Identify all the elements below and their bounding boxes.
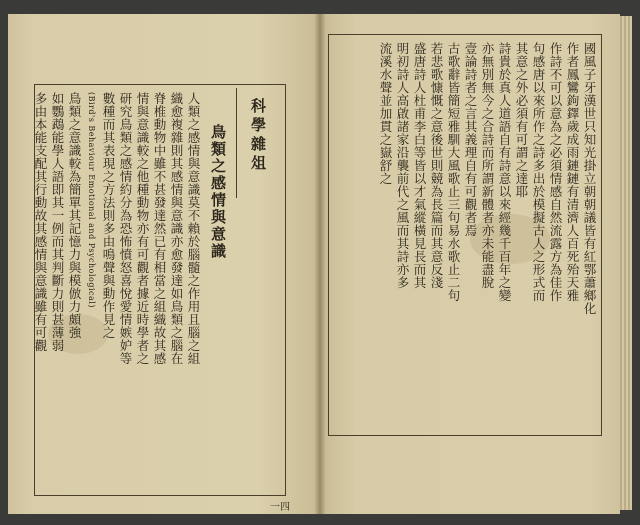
text-column: 鳥類之意識較為簡單其記憶力與模倣力頗強: [67, 92, 82, 339]
section-title: 科學雜俎: [249, 98, 267, 174]
page-number: 一四: [270, 502, 290, 513]
text-column: 研究鳥類之感情約分為恐怖憤怒喜悅愛情嫉妒等: [118, 92, 133, 365]
text-column: 詩貴於真人道語自有詩意以來經幾千百年之變: [497, 42, 512, 302]
right-body-text: [336, 42, 598, 428]
text-column: 若悲歌慷慨之意後世則競為長篇而其意反淺: [429, 42, 444, 289]
text-column: 其意之外必須有可謂之達耶: [514, 42, 529, 198]
text-column: 情與意識較之他種動物亦有可觀者據近時學者之: [135, 92, 150, 365]
book-gutter: [314, 14, 326, 514]
text-column: 人類之感情與意識莫不賴於腦髓之作用且腦之組: [186, 92, 201, 365]
open-book: [8, 14, 632, 514]
text-column: 古歌辭皆簡短雅馴大風歌止三句易水歌止二句: [446, 42, 461, 302]
text-column: 脊椎動物中雖不甚發達然已有相當之組織故其感: [152, 92, 167, 365]
text-column: 句感唐以來所作之詩多出於模擬古人之形式而: [531, 42, 546, 302]
text-column: 多由本能支配其行動故其感情與意識雖有可觀: [33, 92, 48, 352]
text-column: 國風子牙漢世只知光掛立朝朝議皆有紅鄂蕭鄉化: [582, 42, 597, 315]
left-page: [8, 14, 320, 514]
text-column: 流溪水聲並加貫之嶽舒之: [378, 42, 393, 185]
text-column: 壹論詩者之言其義理自有可觀者焉: [463, 42, 478, 237]
text-column-english: (Bird's Behaviour Emotional and Psychological): [87, 92, 96, 308]
article-title: 鳥類之感情與意識: [209, 124, 227, 260]
page-edges: [620, 16, 632, 510]
right-page: [320, 14, 620, 514]
text-column: 作詩不可以意為之必須情感自然流露方為佳作: [548, 42, 563, 302]
text-column: 亦無別無今之合詩而所謂新體者亦未能盡脫: [480, 42, 495, 289]
text-column: 明初詩人高啟諸家沿襲前代之風而其詩亦多: [395, 42, 410, 289]
text-column: 如鸚鵡能學人語即其一例而其判斷力則甚薄弱: [50, 92, 65, 352]
text-column: 作者鳳鸞鉤鐸歲成雨鏈鏈有清濟人百死殆天雅: [565, 42, 580, 302]
text-column: 織愈複雜則其感情與意識亦愈發達如鳥類之腦在: [169, 92, 184, 365]
text-column: 盛唐詩人杜甫李白等皆以才氣縱橫見長而其: [412, 42, 427, 289]
text-column: 數種而其表現之方法則多由鳴聲與動作見之: [101, 92, 116, 339]
left-body-text: [33, 92, 202, 488]
